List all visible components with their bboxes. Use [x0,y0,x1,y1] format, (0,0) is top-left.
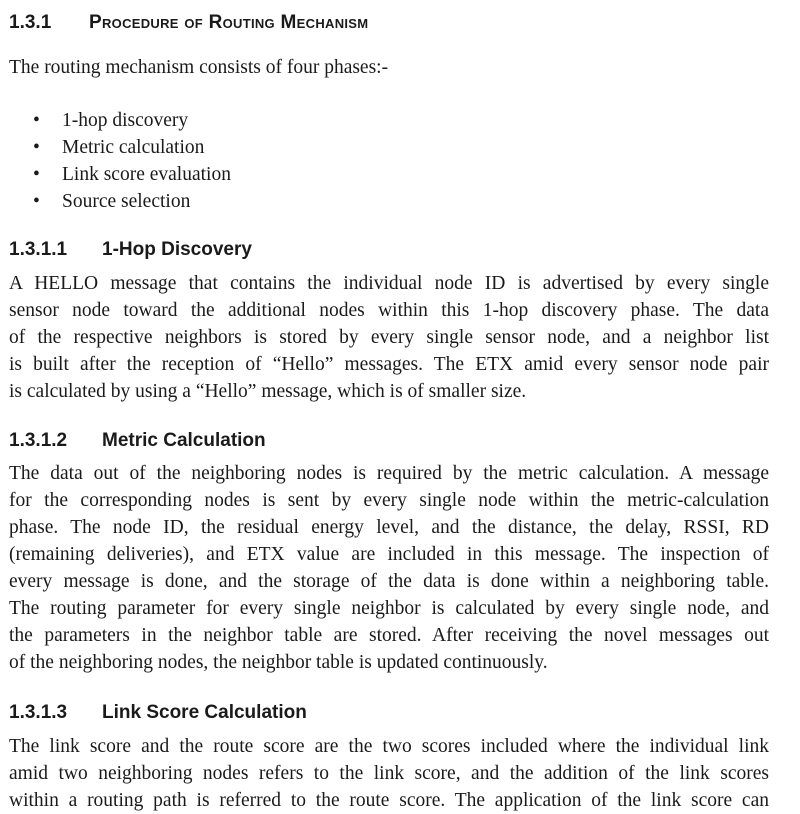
paragraph-line: A HELLO message that contains the individual node ID is advertised by every single [9,273,769,294]
paragraph [9,460,769,676]
bullet-icon: • [33,164,40,185]
paragraph-line: The link score and the route score are the two scores included where the individual link [9,736,769,757]
subsection-title: Metric Calculation [102,430,266,451]
subsection-heading [9,237,252,263]
list-item [0,134,231,161]
section-number: 1.3.1 [9,12,52,33]
paragraph-line: sensor node toward the additional nodes within this 1-hop discovery phase. The data [9,300,769,321]
bullet-icon: • [33,191,40,212]
paragraph [9,270,769,405]
paragraph-line: of the respective neighbors is stored by every single sensor node, and a neighbor list [9,327,769,348]
paragraph-line: for the corresponding nodes is sent by every single node within the metric-calculation [9,490,769,511]
list-item-text: 1-hop discovery [62,110,189,131]
subsection-title: Link Score Calculation [102,702,307,723]
paragraph-line: (remaining deliveries), and ETX value are included in this message. The inspection of [9,544,769,565]
paragraph-line: within a routing path is referred to the route score. The application of the link score can [9,790,769,811]
paragraph-line: The routing parameter for every single neighbor is calculated by every single node, and [9,598,769,619]
paragraph-line: amid two neighboring nodes refers to the link score, and the addition of the link scores [9,763,769,784]
bullet-icon: • [33,110,40,131]
paragraph-line: the parameters in the neighbor table are stored. After receiving the novel messages out [9,625,769,646]
subsection-heading [9,428,266,454]
list-item [0,188,231,215]
list-item-text: Source selection [62,191,191,212]
phase-list [0,107,231,215]
list-item-text: Metric calculation [62,137,205,158]
subsection-heading [9,700,307,726]
subsection-title: 1-Hop Discovery [102,239,252,260]
section-title: Procedure of Routing Mechanism [89,12,369,33]
subsection-number: 1.3.1.1 [9,239,68,260]
paragraph-line: phase. The node ID, the residual energy level, and the distance, the delay, RSSI, RD [9,517,769,538]
paragraph-line: every message is done, and the storage of the data is done within a neighboring table. [9,571,769,592]
bullet-icon: • [33,137,40,158]
paragraph-line: is calculated by using a “Hello” message, which is of smaller size. [9,381,527,402]
paragraph [9,733,769,814]
intro-paragraph: The routing mechanism consists of four phases:- [9,57,389,78]
subsection-number: 1.3.1.2 [9,430,68,451]
paragraph-line: of the neighboring nodes, the neighbor table is updated continuously. [9,652,548,673]
subsection-number: 1.3.1.3 [9,702,68,723]
section-heading [9,10,368,36]
list-item-text: Link score evaluation [62,164,231,185]
paragraph-line: The data out of the neighboring nodes is required by the metric calculation. A message [9,463,769,484]
paragraph-line: is built after the reception of “Hello” messages. The ETX amid every sensor node pair [9,354,769,375]
list-item [0,107,231,134]
list-item [0,161,231,188]
